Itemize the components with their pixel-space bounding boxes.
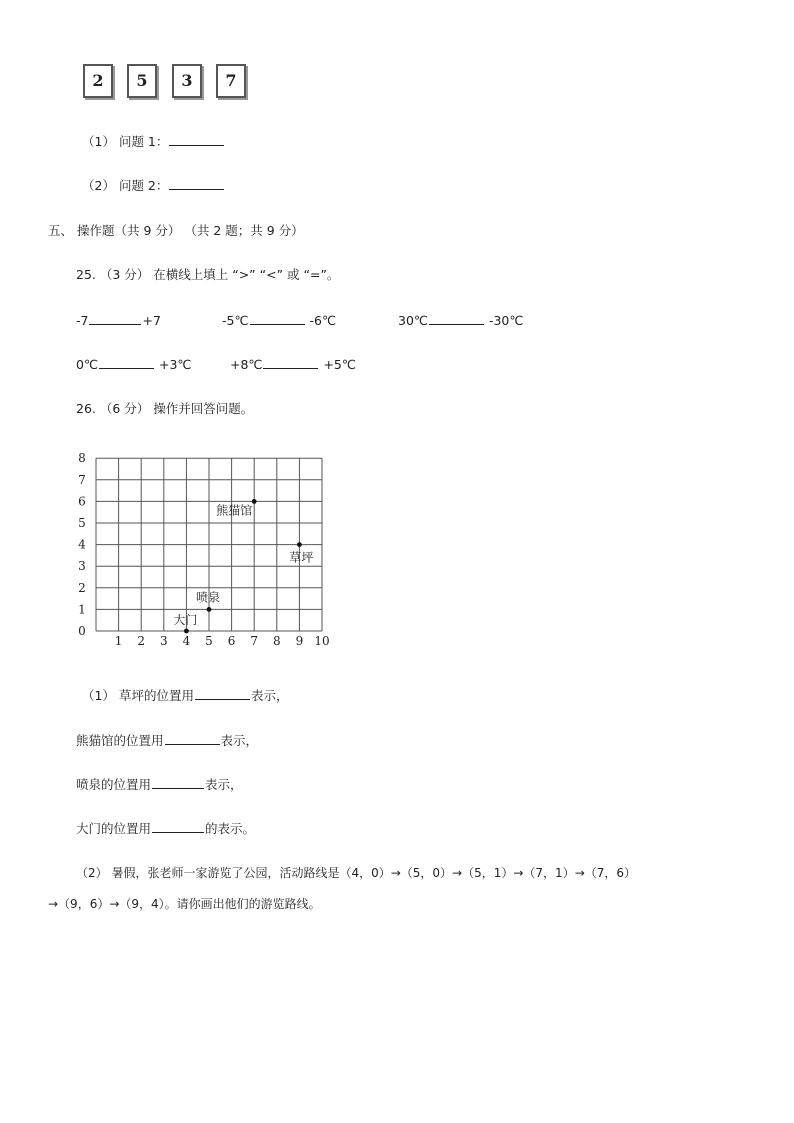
y-tick-label: 4 xyxy=(78,537,86,552)
answer-blank[interactable] xyxy=(89,312,141,325)
question-25-stem: 25. （3 分） 在横线上填上 “>” “<” 或 “=”。 xyxy=(76,267,340,282)
number-card-1: 2 xyxy=(83,64,113,98)
compare-left: -7 xyxy=(76,313,89,328)
x-tick-label: 2 xyxy=(137,634,146,648)
line-post: 表示， xyxy=(250,688,289,703)
question-part-2 xyxy=(82,176,225,194)
location-label: 熊猫馆 xyxy=(216,503,253,518)
y-tick-label: 3 xyxy=(78,559,86,574)
number-card-2: 5 xyxy=(127,64,157,98)
compare-item-1 xyxy=(76,312,161,328)
location-label: 喷泉 xyxy=(196,590,221,605)
x-tick-label: 3 xyxy=(159,634,168,648)
x-tick-label: 5 xyxy=(205,634,213,648)
number-card-4: 7 xyxy=(216,64,246,98)
x-tick-label: 4 xyxy=(182,634,191,648)
question-26-stem: 26. （6 分） 操作并回答问题。 xyxy=(76,401,254,416)
compare-left: +8℃ xyxy=(230,357,263,372)
q26-part1-line1 xyxy=(82,686,288,704)
y-tick-label: 2 xyxy=(78,580,86,595)
compare-right: -6℃ xyxy=(309,313,337,328)
line-pre: 熊猫馆的位置用 xyxy=(76,733,164,748)
part-number: （1） xyxy=(82,134,115,149)
location-point xyxy=(297,542,302,547)
compare-right: -30℃ xyxy=(488,313,524,328)
coordinate-grid-chart xyxy=(70,450,340,655)
x-tick-label: 8 xyxy=(272,634,281,648)
x-tick-label: 1 xyxy=(114,634,123,648)
q26-part1-line4 xyxy=(76,819,255,837)
line-pre: 草坪的位置用 xyxy=(118,688,194,703)
y-tick-label: 8 xyxy=(78,451,86,466)
answer-blank[interactable] xyxy=(169,133,224,146)
x-tick-label: 10 xyxy=(314,634,330,648)
compare-left: -5℃ xyxy=(222,313,249,328)
compare-item-4 xyxy=(76,356,191,372)
part-number: （2） xyxy=(82,178,115,193)
y-tick-label: 6 xyxy=(78,494,86,509)
compare-right: +7 xyxy=(142,313,161,328)
answer-blank[interactable] xyxy=(99,356,154,369)
y-tick-label: 5 xyxy=(78,516,86,530)
line-pre: 喷泉的位置用 xyxy=(76,777,152,792)
answer-blank[interactable] xyxy=(152,820,204,833)
q26-part2-line1: （2） 暑假，张老师一家游览了公园，活动路线是（4，0）→（5，0）→（5，1）→（7，1）→（7，6） xyxy=(76,866,637,880)
answer-blank[interactable] xyxy=(250,312,305,325)
part-text: 问题 2： xyxy=(118,178,169,193)
line-post: 表示， xyxy=(205,777,243,792)
compare-right: +3℃ xyxy=(158,357,192,372)
question-part-1 xyxy=(82,132,225,150)
location-label: 草坪 xyxy=(289,550,314,565)
compare-right: +5℃ xyxy=(323,357,356,372)
compare-left: 30℃ xyxy=(398,313,428,328)
compare-item-3 xyxy=(398,312,523,328)
answer-blank[interactable] xyxy=(165,732,220,745)
grid-lines xyxy=(96,458,322,631)
section-title: 五、 操作题（共 9 分） （共 2 题；共 9 分） xyxy=(48,223,304,238)
y-tick-label: 7 xyxy=(78,472,86,487)
line-post: 的表示。 xyxy=(205,821,256,836)
tick-labels xyxy=(78,451,329,648)
number-card-3: 3 xyxy=(172,64,202,98)
location-point xyxy=(207,607,212,612)
location-label: 大门 xyxy=(173,613,198,627)
y-tick-label: 1 xyxy=(78,602,86,617)
q26-part2-line2: →（9，6）→（9，4）。请你画出他们的游览路线。 xyxy=(48,897,321,911)
answer-blank[interactable] xyxy=(152,776,204,789)
answer-blank[interactable] xyxy=(195,687,250,700)
compare-item-2 xyxy=(222,312,336,328)
x-tick-label: 7 xyxy=(250,634,259,648)
compare-item-5 xyxy=(230,356,356,372)
y-tick-label: 0 xyxy=(78,624,86,638)
location-point xyxy=(252,499,257,504)
answer-blank[interactable] xyxy=(263,356,318,369)
x-tick-label: 9 xyxy=(295,634,304,648)
part-number: （1） xyxy=(82,688,115,703)
location-point xyxy=(184,629,189,634)
answer-blank[interactable] xyxy=(429,312,484,325)
x-tick-label: 6 xyxy=(227,634,236,648)
part-text: 问题 1： xyxy=(118,134,169,149)
line-post: 表示， xyxy=(220,733,259,748)
q26-part1-line2 xyxy=(76,731,258,749)
answer-blank[interactable] xyxy=(169,177,224,190)
line-pre: 大门的位置用 xyxy=(76,821,152,836)
compare-left: 0℃ xyxy=(76,357,98,372)
q26-part1-line3 xyxy=(76,775,243,793)
